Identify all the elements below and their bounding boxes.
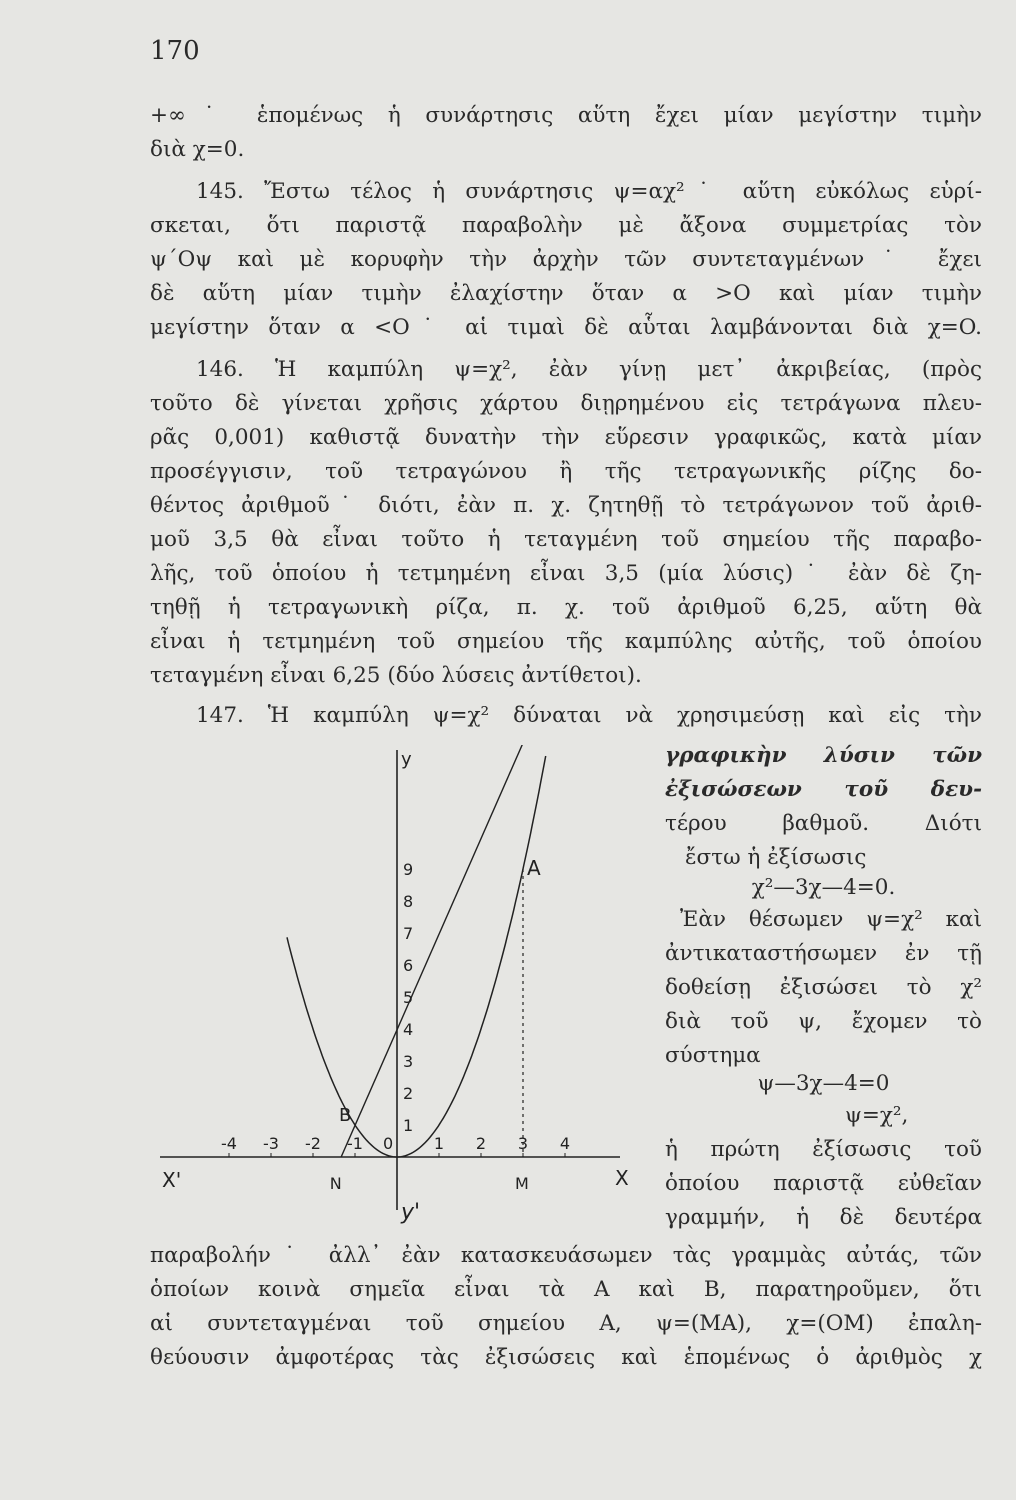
y-tick-label: 7 [403,924,414,943]
text-line: ὁποίων κοινὰ σημεῖα εἶναι τὰ Α καὶ Β, παρατηροῦμεν, ὅτι [150,1277,982,1302]
text-line: δοθείσῃ ἐξισώσει τὸ χ² [665,975,982,1000]
text-line: θεύουσιν ἀμφοτέρας τὰς ἐξισώσεις καὶ ἑπομένως ὁ ἀριθμὸς χ [150,1345,982,1370]
x-tick-label: -2 [305,1134,321,1153]
text-line: γραφικὴν λύσιν τῶν [665,743,982,768]
page-number: 170 [150,36,200,66]
x-tick-label: -3 [263,1134,279,1153]
parabola-figure [150,745,660,1225]
text-line: ἀντικαταστήσωμεν ἐν τῇ [665,941,982,966]
text-line: ψ΄Οψ καὶ μὲ κορυφὴν τὴν ἀρχὴν τῶν συντεταγμένων˙ ἔχει [150,247,982,272]
text-line: χ²—3χ—4=0. [751,875,896,900]
y-prime-label: y' [401,1200,421,1225]
straight-line [341,745,525,1157]
text-line: τοῦτο δὲ γίνεται χρῆσις χάρτου διῃρημένου εἰς τετράγωνα πλευ- [150,391,982,416]
text-line: τέρου βαθμοῦ. Διότι [665,811,982,836]
text-line: θέντος ἀριθμοῦ˙ διότι, ἐὰν π. χ. ζητηθῇ τὸ τετράγωνον τοῦ ἀριθ- [150,493,982,518]
text-line: 147. Ἡ καμπύλη ψ=χ² δύναται νὰ χρησιμεύσῃ καὶ εἰς τὴν [196,703,982,728]
text-line: διὰ τοῦ ψ, ἔχομεν τὸ [665,1009,982,1034]
text-line: Ἐὰν θέσωμεν ψ=χ² καὶ [680,907,982,932]
text-line: σκεται, ὅτι παριστᾷ παραβολὴν μὲ ἄξονα συμμετρίας τὸν [150,213,982,238]
text-line: τηθῇ ἡ τετραγωνικὴ ρίζα, π. χ. τοῦ ἀριθμοῦ 6,25, αὕτη θὰ [150,595,982,620]
text-line: δὲ αὕτη μίαν τιμὴν ἐλαχίστην ὅταν α >O καὶ μίαν τιμὴν [150,281,982,306]
y-tick-label: 8 [403,892,414,911]
x-tick-label: 3 [517,1134,529,1153]
text-line: 145. Ἔστω τέλος ἡ συνάρτησις ψ=αχ²˙ αὕτη εὐκόλως εὑρί- [196,179,982,204]
text-line: μεγίστην ὅταν α <O˙ αἱ τιμαὶ δὲ αὗται λαμβάνονται διὰ χ=O. [150,315,982,340]
text-line: ρᾶς 0,001) καθιστᾷ δυνατὴν τὴν εὕρεσιν γραφικῶς, κατὰ μίαν [150,425,982,450]
parabola-curve [287,756,546,1157]
x-prime-label: X' [162,1168,182,1192]
x-tick-label: 4 [559,1134,571,1153]
origin-label: 0 [383,1134,394,1153]
point-a-label: A [527,856,541,880]
text-line: γραμμήν, ἡ δὲ δευτέρα [665,1205,982,1230]
text-line: ἔστω ἡ ἐξίσωσις [685,845,867,870]
x-tick-label: 2 [475,1134,487,1153]
x-label: X [615,1166,629,1190]
text-line: ψ=χ², [845,1103,909,1128]
y-tick-label: 5 [403,988,414,1007]
text-line: τεταγμένη εἶναι 6,25 (δύο λύσεις ἀντίθετοι). [150,663,642,688]
text-line: ὁποίου παριστᾷ εὐθεῖαν [665,1171,982,1196]
x-tick-label: 1 [433,1134,445,1153]
text-line: +∞˙ ἑπομένως ἡ συνάρτησις αὕτη ἔχει μίαν μεγίστην τιμὴν [150,103,982,128]
text-line: ψ—3χ—4=0 [757,1071,890,1096]
point-m-label: M [515,1174,529,1193]
y-tick-label: 6 [403,956,414,975]
text-line: προσέγγισιν, τοῦ τετραγώνου ἢ τῆς τετραγωνικῆς ρίζης δο- [150,459,982,484]
text-line: διὰ χ=0. [150,137,245,162]
point-b-label: B [339,1105,352,1126]
text-line: ἡ πρώτη ἐξίσωσις τοῦ [665,1137,982,1162]
text-line: λῆς, τοῦ ὁποίου ἡ τετμημένη εἶναι 3,5 (μία λύσις)˙ ἐὰν δὲ ζη- [150,561,982,586]
text-line: εἶναι ἡ τετμημένη τοῦ σημείου τῆς καμπύλης αὐτῆς, τοῦ ὁποίου [150,629,982,654]
text-line: ἐξισώσεων τοῦ δευ- [665,777,982,802]
point-n-label: N [329,1174,342,1193]
y-tick-label: 9 [403,860,414,879]
text-line: παραβολήν˙ ἀλλ᾽ ἐὰν κατασκευάσωμεν τὰς γραμμὰς αὐτάς, τῶν [150,1243,982,1268]
text-line: μοῦ 3,5 θὰ εἶναι τοῦτο ἡ τεταγμένη τοῦ σημείου τῆς παραβο- [150,527,982,552]
y-tick-label: 4 [403,1020,414,1039]
y-label: y [401,749,412,770]
text-line: σύστημα [665,1043,761,1068]
text-line: αἱ συντεταγμέναι τοῦ σημείου Α, ψ=(ΜΑ), χ=(ΟΜ) ἐπαλη- [150,1311,982,1336]
text-line: 146. Ἡ καμπύλη ψ=χ², ἐὰν γίνῃ μετ᾽ ἀκριβείας, (πρὸς [196,357,982,382]
x-tick-label: -4 [221,1134,237,1153]
y-tick-label: 1 [403,1116,414,1135]
y-tick-label: 2 [403,1084,414,1103]
x-tick-label: -1 [347,1134,363,1153]
y-tick-label: 3 [403,1052,414,1071]
